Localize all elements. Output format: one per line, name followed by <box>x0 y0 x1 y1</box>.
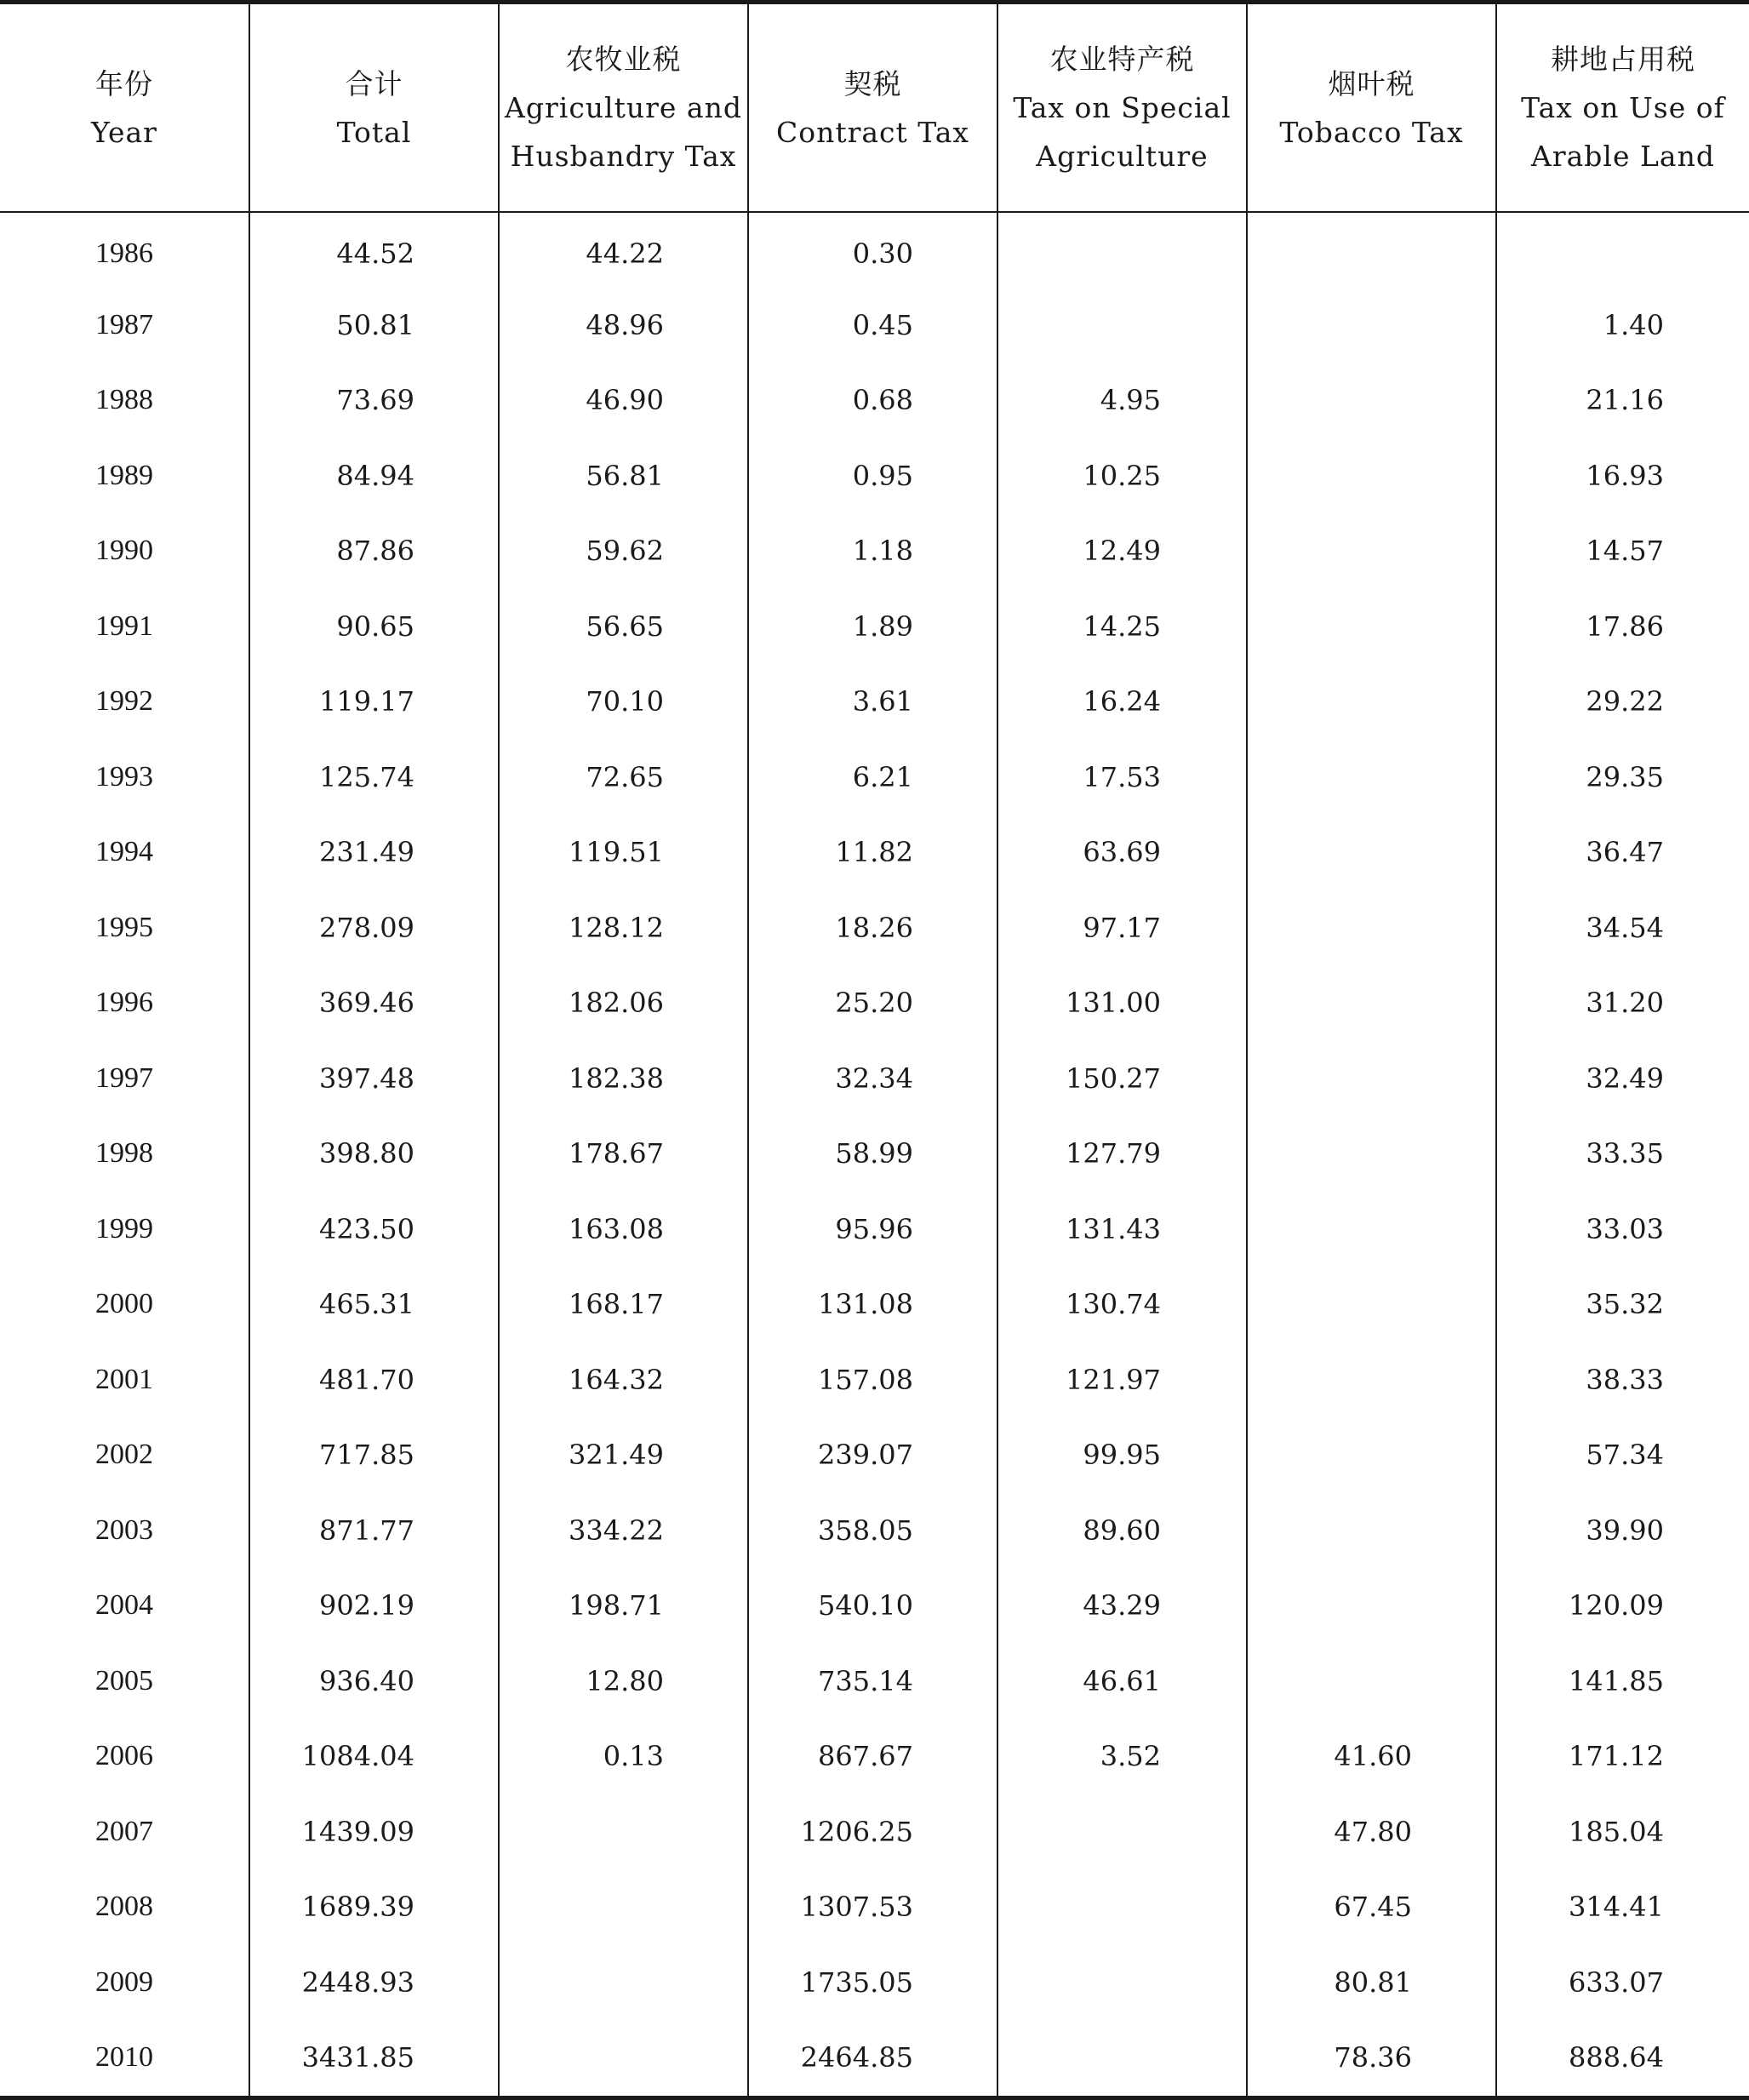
cell-total: 87.86 <box>249 513 499 589</box>
cell-total: 90.65 <box>249 589 499 665</box>
cell-total: 423.50 <box>249 1192 499 1267</box>
cell-tobacco-tax <box>1247 1267 1496 1342</box>
cell-total: 84.94 <box>249 438 499 514</box>
cell-contract-tax: 1.89 <box>748 589 997 665</box>
cell-year: 2005 <box>0 1644 249 1719</box>
cell-total: 871.77 <box>249 1493 499 1569</box>
cell-contract-tax: 1206.25 <box>748 1794 997 1870</box>
cell-arable-land-tax: 32.49 <box>1586 1061 1664 1095</box>
table-row <box>0 1568 1749 1644</box>
cell-contract-tax: 2464.85 <box>748 2020 997 2096</box>
cell-contract-tax: 239.07 <box>748 1417 997 1493</box>
cell-agriculture-husbandry-tax: 12.80 <box>499 1644 748 1719</box>
table-row <box>0 1342 1749 1418</box>
header-tobacco-tax <box>1247 4 1496 212</box>
cell-year: 1998 <box>0 1116 249 1192</box>
cell-tobacco-tax <box>1247 1644 1496 1719</box>
cell-agriculture-husbandry-tax: 72.65 <box>499 740 748 815</box>
cell-total: 398.80 <box>249 1116 499 1192</box>
cell-agriculture-husbandry-tax: 334.22 <box>499 1493 748 1569</box>
cell-tobacco-tax <box>1247 438 1496 514</box>
cell-contract-tax: 6.21 <box>748 740 997 815</box>
cell-year: 2009 <box>0 1945 249 2021</box>
cell-total: 44.52 <box>249 212 499 288</box>
cell-special-agriculture-tax: 63.69 <box>997 815 1247 890</box>
cell-arable-land-tax: 120.09 <box>1569 1589 1664 1622</box>
cell-agriculture-husbandry-tax: 59.62 <box>499 513 748 589</box>
header-arable-land-tax-en: Tax on Use of Arable Land <box>1521 91 1725 173</box>
table-row <box>0 1493 1749 1569</box>
header-arable-land-tax <box>1496 4 1749 212</box>
cell-contract-tax: 11.82 <box>748 815 997 890</box>
cell-year: 2003 <box>0 1493 249 1569</box>
cell-special-agriculture-tax: 10.25 <box>997 438 1247 514</box>
cell-agriculture-husbandry-tax: 128.12 <box>499 890 748 966</box>
cell-arable-land-tax: 14.57 <box>1586 535 1664 568</box>
cell-tobacco-tax: 41.60 <box>1247 1719 1496 1794</box>
cell-special-agriculture-tax: 3.52 <box>997 1719 1247 1794</box>
header-contract-tax <box>748 4 997 212</box>
cell-tobacco-tax: 67.45 <box>1247 1869 1496 1945</box>
cell-tobacco-tax <box>1247 363 1496 438</box>
cell-special-agriculture-tax: 99.95 <box>997 1417 1247 1493</box>
cell-tobacco-tax <box>1247 890 1496 966</box>
cell-total: 278.09 <box>249 890 499 966</box>
header-contract-tax-en: Contract Tax <box>775 115 970 149</box>
cell-contract-tax: 58.99 <box>748 1116 997 1192</box>
cell-contract-tax: 540.10 <box>748 1568 997 1644</box>
cell-year: 2002 <box>0 1417 249 1493</box>
cell-arable-land-tax: 888.64 <box>1569 2041 1664 2074</box>
cell-arable-land-tax: 29.35 <box>1586 760 1664 793</box>
cell-tobacco-tax: 47.80 <box>1247 1794 1496 1870</box>
cell-total: 1689.39 <box>249 1869 499 1945</box>
cell-contract-tax: 32.34 <box>748 1041 997 1117</box>
header-year <box>0 4 249 212</box>
header-total-en: Total <box>336 115 412 149</box>
cell-total: 125.74 <box>249 740 499 815</box>
cell-total: 119.17 <box>249 664 499 740</box>
cell-arable-land-tax: 57.34 <box>1586 1439 1664 1472</box>
cell-agriculture-husbandry-tax: 198.71 <box>499 1568 748 1644</box>
cell-agriculture-husbandry-tax: 44.22 <box>499 212 748 288</box>
table-row <box>0 740 1749 815</box>
cell-year: 1993 <box>0 740 249 815</box>
cell-year: 2004 <box>0 1568 249 1644</box>
cell-year: 2010 <box>0 2020 249 2096</box>
cell-total: 397.48 <box>249 1041 499 1117</box>
cell-special-agriculture-tax: 4.95 <box>997 363 1247 438</box>
cell-tobacco-tax <box>1247 513 1496 589</box>
cell-year: 1994 <box>0 815 249 890</box>
header-agriculture-husbandry-tax-zh: 农牧业税 <box>565 43 682 76</box>
cell-contract-tax: 157.08 <box>748 1342 997 1418</box>
table-row <box>0 2020 1749 2096</box>
cell-agriculture-husbandry-tax: 182.38 <box>499 1041 748 1117</box>
cell-total: 902.19 <box>249 1568 499 1644</box>
cell-contract-tax: 25.20 <box>748 965 997 1041</box>
cell-arable-land-tax: 16.93 <box>1586 459 1664 492</box>
cell-special-agriculture-tax: 89.60 <box>997 1493 1247 1569</box>
table-row <box>0 890 1749 966</box>
cell-arable-land-tax: 185.04 <box>1569 1815 1664 1848</box>
table-row <box>0 1417 1749 1493</box>
cell-contract-tax: 3.61 <box>748 664 997 740</box>
cell-arable-land-tax <box>1496 212 1749 288</box>
cell-tobacco-tax <box>1247 1041 1496 1117</box>
cell-agriculture-husbandry-tax: 119.51 <box>499 815 748 890</box>
cell-special-agriculture-tax: 43.29 <box>997 1568 1247 1644</box>
table-row <box>0 1644 1749 1719</box>
cell-special-agriculture-tax: 97.17 <box>997 890 1247 966</box>
cell-agriculture-husbandry-tax: 48.96 <box>499 288 748 363</box>
cell-tobacco-tax <box>1247 212 1496 288</box>
cell-agriculture-husbandry-tax: 321.49 <box>499 1417 748 1493</box>
cell-arable-land-tax: 36.47 <box>1586 836 1664 869</box>
cell-contract-tax: 0.68 <box>748 363 997 438</box>
cell-year: 1999 <box>0 1192 249 1267</box>
cell-agriculture-husbandry-tax: 182.06 <box>499 965 748 1041</box>
cell-tobacco-tax: 78.36 <box>1247 2020 1496 2096</box>
cell-arable-land-tax: 33.35 <box>1586 1137 1664 1170</box>
table-row <box>0 288 1749 363</box>
cell-contract-tax: 1.18 <box>748 513 997 589</box>
cell-arable-land-tax: 38.33 <box>1586 1363 1664 1396</box>
cell-tobacco-tax <box>1247 965 1496 1041</box>
cell-contract-tax: 0.30 <box>748 212 997 288</box>
header-special-agriculture-tax <box>997 4 1247 212</box>
cell-agriculture-husbandry-tax: 56.65 <box>499 589 748 665</box>
header-year-en: Year <box>91 115 157 149</box>
table-row <box>0 1267 1749 1342</box>
table-row <box>0 815 1749 890</box>
table-row <box>0 965 1749 1041</box>
cell-special-agriculture-tax: 130.74 <box>997 1267 1247 1342</box>
cell-agriculture-husbandry-tax <box>499 2020 748 2096</box>
header-agriculture-husbandry-tax-en: Agriculture and Husbandry Tax <box>505 91 742 173</box>
cell-contract-tax: 18.26 <box>748 890 997 966</box>
header-contract-tax-zh: 契税 <box>843 66 902 100</box>
cell-year: 2008 <box>0 1869 249 1945</box>
cell-special-agriculture-tax: 14.25 <box>997 589 1247 665</box>
cell-arable-land-tax: 633.07 <box>1569 1966 1664 1999</box>
cell-arable-land-tax: 31.20 <box>1586 987 1664 1020</box>
cell-special-agriculture-tax: 131.00 <box>997 965 1247 1041</box>
cell-agriculture-husbandry-tax: 70.10 <box>499 664 748 740</box>
table-row <box>0 513 1749 589</box>
cell-year: 2006 <box>0 1719 249 1794</box>
cell-contract-tax: 867.67 <box>748 1719 997 1794</box>
cell-arable-land-tax: 29.22 <box>1586 685 1664 718</box>
cell-arable-land-tax: 141.85 <box>1569 1664 1664 1697</box>
cell-year: 1992 <box>0 664 249 740</box>
cell-total: 717.85 <box>249 1417 499 1493</box>
cell-arable-land-tax: 1.40 <box>1603 308 1664 341</box>
cell-special-agriculture-tax <box>997 1945 1247 2021</box>
cell-special-agriculture-tax: 131.43 <box>997 1192 1247 1267</box>
table-row <box>0 1041 1749 1117</box>
cell-year: 1997 <box>0 1041 249 1117</box>
table-row <box>0 1116 1749 1192</box>
table-row <box>0 438 1749 514</box>
header-agriculture-husbandry-tax <box>499 4 748 212</box>
table-body <box>0 212 1749 2096</box>
cell-tobacco-tax <box>1247 815 1496 890</box>
cell-arable-land-tax: 35.32 <box>1586 1288 1664 1321</box>
cell-tobacco-tax <box>1247 1116 1496 1192</box>
table-row <box>0 212 1749 288</box>
cell-tobacco-tax <box>1247 1417 1496 1493</box>
cell-contract-tax: 358.05 <box>748 1493 997 1569</box>
table-row <box>0 664 1749 740</box>
header-arable-land-tax-zh: 耕地占用税 <box>1551 43 1695 76</box>
cell-tobacco-tax: 80.81 <box>1247 1945 1496 2021</box>
cell-year: 1989 <box>0 438 249 514</box>
cell-contract-tax: 95.96 <box>748 1192 997 1267</box>
cell-special-agriculture-tax: 16.24 <box>997 664 1247 740</box>
cell-tobacco-tax <box>1247 740 1496 815</box>
cell-year: 1990 <box>0 513 249 589</box>
cell-contract-tax: 131.08 <box>748 1267 997 1342</box>
cell-agriculture-husbandry-tax <box>499 1945 748 2021</box>
cell-year: 1987 <box>0 288 249 363</box>
cell-special-agriculture-tax <box>997 288 1247 363</box>
cell-agriculture-husbandry-tax <box>499 1869 748 1945</box>
table-row <box>0 363 1749 438</box>
cell-total: 1084.04 <box>249 1719 499 1794</box>
cell-year: 2007 <box>0 1794 249 1870</box>
cell-contract-tax: 735.14 <box>748 1644 997 1719</box>
cell-arable-land-tax: 39.90 <box>1586 1513 1664 1547</box>
cell-special-agriculture-tax: 121.97 <box>997 1342 1247 1418</box>
tax-revenue-table <box>0 4 1749 2096</box>
cell-arable-land-tax: 33.03 <box>1586 1212 1664 1245</box>
cell-tobacco-tax <box>1247 1342 1496 1418</box>
cell-year: 1991 <box>0 589 249 665</box>
cell-total: 936.40 <box>249 1644 499 1719</box>
cell-contract-tax: 1307.53 <box>748 1869 997 1945</box>
cell-year: 1995 <box>0 890 249 966</box>
cell-special-agriculture-tax <box>997 212 1247 288</box>
cell-agriculture-husbandry-tax: 163.08 <box>499 1192 748 1267</box>
cell-year: 1986 <box>0 212 249 288</box>
cell-arable-land-tax: 21.16 <box>1586 384 1664 417</box>
cell-tobacco-tax <box>1247 1568 1496 1644</box>
cell-total: 2448.93 <box>249 1945 499 2021</box>
cell-agriculture-husbandry-tax: 56.81 <box>499 438 748 514</box>
cell-total: 465.31 <box>249 1267 499 1342</box>
table-row <box>0 1869 1749 1945</box>
cell-total: 73.69 <box>249 363 499 438</box>
table-row <box>0 1192 1749 1267</box>
header-year-zh: 年份 <box>95 66 153 100</box>
header-total-zh: 合计 <box>345 66 403 100</box>
cell-year: 1988 <box>0 363 249 438</box>
cell-agriculture-husbandry-tax: 168.17 <box>499 1267 748 1342</box>
header-total <box>249 4 499 212</box>
table-row <box>0 1794 1749 1870</box>
cell-contract-tax: 1735.05 <box>748 1945 997 2021</box>
cell-agriculture-husbandry-tax: 178.67 <box>499 1116 748 1192</box>
cell-arable-land-tax: 171.12 <box>1569 1740 1664 1773</box>
cell-tobacco-tax <box>1247 589 1496 665</box>
cell-contract-tax: 0.45 <box>748 288 997 363</box>
cell-year: 2000 <box>0 1267 249 1342</box>
table-row <box>0 589 1749 665</box>
cell-total: 3431.85 <box>249 2020 499 2096</box>
table-header <box>0 4 1749 212</box>
cell-tobacco-tax <box>1247 1493 1496 1569</box>
cell-total: 50.81 <box>249 288 499 363</box>
header-special-agriculture-tax-zh: 农业特产税 <box>1049 43 1195 76</box>
cell-agriculture-husbandry-tax: 164.32 <box>499 1342 748 1418</box>
cell-agriculture-husbandry-tax: 0.13 <box>499 1719 748 1794</box>
cell-total: 231.49 <box>249 815 499 890</box>
cell-arable-land-tax: 314.41 <box>1569 1891 1664 1924</box>
cell-special-agriculture-tax: 12.49 <box>997 513 1247 589</box>
cell-arable-land-tax: 17.86 <box>1586 609 1664 643</box>
cell-special-agriculture-tax: 46.61 <box>997 1644 1247 1719</box>
header-row <box>0 4 1749 212</box>
cell-tobacco-tax <box>1247 288 1496 363</box>
cell-total: 481.70 <box>249 1342 499 1418</box>
cell-special-agriculture-tax <box>997 2020 1247 2096</box>
cell-year: 2001 <box>0 1342 249 1418</box>
cell-special-agriculture-tax: 127.79 <box>997 1116 1247 1192</box>
cell-special-agriculture-tax <box>997 1794 1247 1870</box>
cell-arable-land-tax: 34.54 <box>1586 911 1664 944</box>
cell-tobacco-tax <box>1247 664 1496 740</box>
header-special-agriculture-tax-en: Tax on Special Agriculture <box>1013 91 1232 173</box>
cell-special-agriculture-tax: 17.53 <box>997 740 1247 815</box>
header-tobacco-tax-zh: 烟叶税 <box>1328 66 1415 100</box>
table-row <box>0 1945 1749 2021</box>
cell-agriculture-husbandry-tax <box>499 1794 748 1870</box>
cell-year: 1996 <box>0 965 249 1041</box>
cell-agriculture-husbandry-tax: 46.90 <box>499 363 748 438</box>
cell-total: 1439.09 <box>249 1794 499 1870</box>
cell-tobacco-tax <box>1247 1192 1496 1267</box>
cell-total: 369.46 <box>249 965 499 1041</box>
header-tobacco-tax-en: Tobacco Tax <box>1279 115 1464 149</box>
cell-special-agriculture-tax: 150.27 <box>997 1041 1247 1117</box>
cell-contract-tax: 0.95 <box>748 438 997 514</box>
cell-special-agriculture-tax <box>997 1869 1247 1945</box>
table-row <box>0 1719 1749 1794</box>
